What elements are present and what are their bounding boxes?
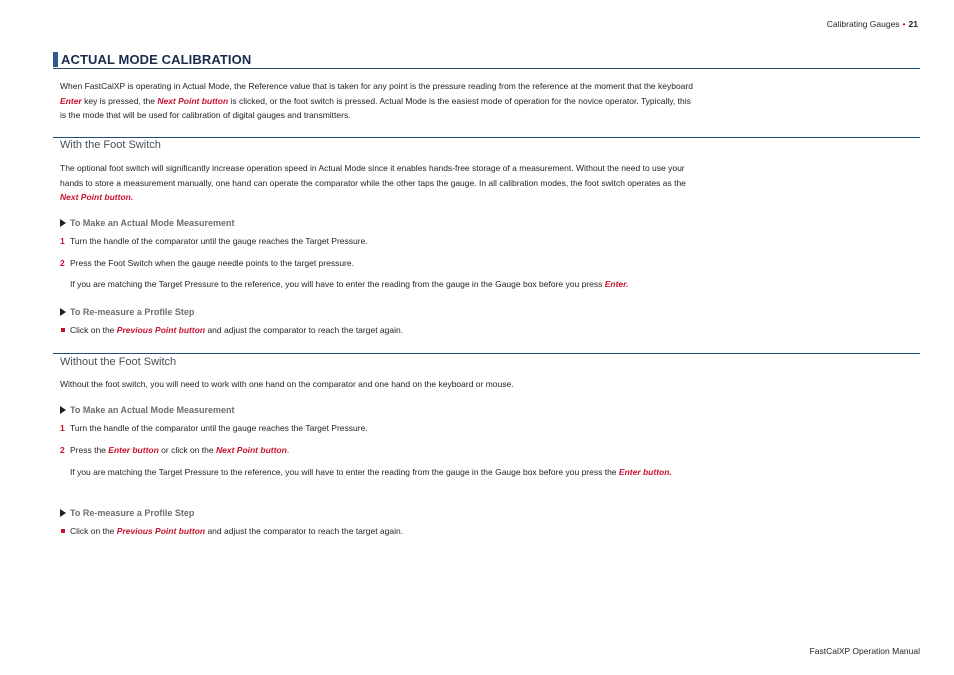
section-title xyxy=(53,52,920,69)
step-text: Press the xyxy=(70,445,109,455)
procedure-heading xyxy=(60,218,235,228)
step-number: 2 xyxy=(60,258,65,268)
procedure-heading xyxy=(60,508,194,518)
enter-button-ref: Enter button. xyxy=(618,467,672,477)
procedure-label: To Make an Actual Mode Measurement xyxy=(70,218,235,228)
intro-paragraph xyxy=(60,79,695,123)
triangle-right-icon xyxy=(60,308,66,316)
previous-point-ref: Previous Point button xyxy=(116,325,206,335)
enter-ref: Enter. xyxy=(604,279,629,289)
header-bullet: • xyxy=(902,19,906,29)
procedure-heading xyxy=(60,405,235,415)
bullet-text: and adjust the comparator to reach the target again. xyxy=(205,526,404,536)
enter-key-ref: Enter xyxy=(60,95,82,106)
subheading-with-foot: With the Foot Switch xyxy=(60,139,161,151)
procedure-label: To Make an Actual Mode Measurement xyxy=(70,405,235,415)
next-point-ref: Next Point button xyxy=(157,95,229,106)
bullet-text: Click on the xyxy=(70,526,117,536)
intro-text-3: is clicked, or the foot switch is pressed. Actual Mode is the easiest mode of operation for the novice operator. Typically, this is the mode that will be used for calibration of digital gauges and transmitters. xyxy=(60,95,691,120)
step-number: 1 xyxy=(60,236,65,246)
procedure-label: To Re-measure a Profile Step xyxy=(70,307,195,317)
step-text: Press the Foot Switch when the gauge needle points to the target pressure. xyxy=(70,258,354,268)
triangle-right-icon xyxy=(60,509,66,517)
next-point-ref: Next Point button xyxy=(215,445,287,455)
procedure-heading xyxy=(60,307,194,317)
bullet-text: and adjust the comparator to reach the target again. xyxy=(205,325,404,335)
step-text: Turn the handle of the comparator until the gauge reaches the Target Pressure. xyxy=(70,423,368,433)
step-number: 1 xyxy=(60,423,65,433)
note-text: If you are matching the Target Pressure to the reference, you will have to enter the reading from the gauge in the Gauge box before you press the xyxy=(70,467,619,477)
note-text: If you are matching the Target Pressure to the reference, you will have to enter the reading from the gauge in the Gauge box before you press xyxy=(70,279,605,289)
title-accent-bar xyxy=(53,52,58,67)
divider-with-foot xyxy=(53,137,920,138)
page-footer: FastCalXP Operation Manual xyxy=(809,646,920,656)
step-text: or click on the xyxy=(158,445,216,455)
enter-button-ref: Enter button xyxy=(108,445,159,455)
triangle-right-icon xyxy=(60,219,66,227)
intro-text-2: key is pressed, the xyxy=(81,95,158,106)
previous-point-ref: Previous Point button xyxy=(116,526,206,536)
page-header xyxy=(827,19,918,29)
with-foot-text: The optional foot switch will significantly increase operation speed in Actual Mode since it enables hands-free storage of a measurement. Without the need to use your hands to store a measurement manually, one hand can operate the comparator while the other taps the gauge. In all calibration modes, the foot switch operates as the xyxy=(60,163,686,188)
step-note xyxy=(70,277,695,292)
procedure-label: To Re-measure a Profile Step xyxy=(70,508,195,518)
header-section: Calibrating Gauges xyxy=(826,19,900,29)
bullet-text: Click on the xyxy=(70,325,117,335)
subheading-without-foot: Without the Foot Switch xyxy=(60,356,177,368)
divider-without-foot xyxy=(53,353,920,354)
with-foot-paragraph xyxy=(60,161,695,205)
triangle-right-icon xyxy=(60,406,66,414)
bullet-square-icon xyxy=(61,529,65,533)
step-text: Turn the handle of the comparator until the gauge reaches the Target Pressure. xyxy=(70,236,368,246)
bullet-square-icon xyxy=(61,328,65,332)
without-foot-paragraph: Without the foot switch, you will need to work with one hand on the comparator and one hand on the keyboard or mouse. xyxy=(60,379,514,389)
page-number: 21 xyxy=(908,19,918,29)
next-point-ref: Next Point button. xyxy=(60,192,134,202)
step-text: . xyxy=(286,445,290,455)
step-note xyxy=(70,465,695,480)
step-number: 2 xyxy=(60,445,65,455)
page-title: ACTUAL MODE CALIBRATION xyxy=(61,52,252,67)
intro-text-1: When FastCalXP is operating in Actual Mode, the Reference value that is taken for any point is the pressure reading from the reference at the moment that the keyboard xyxy=(60,81,693,91)
